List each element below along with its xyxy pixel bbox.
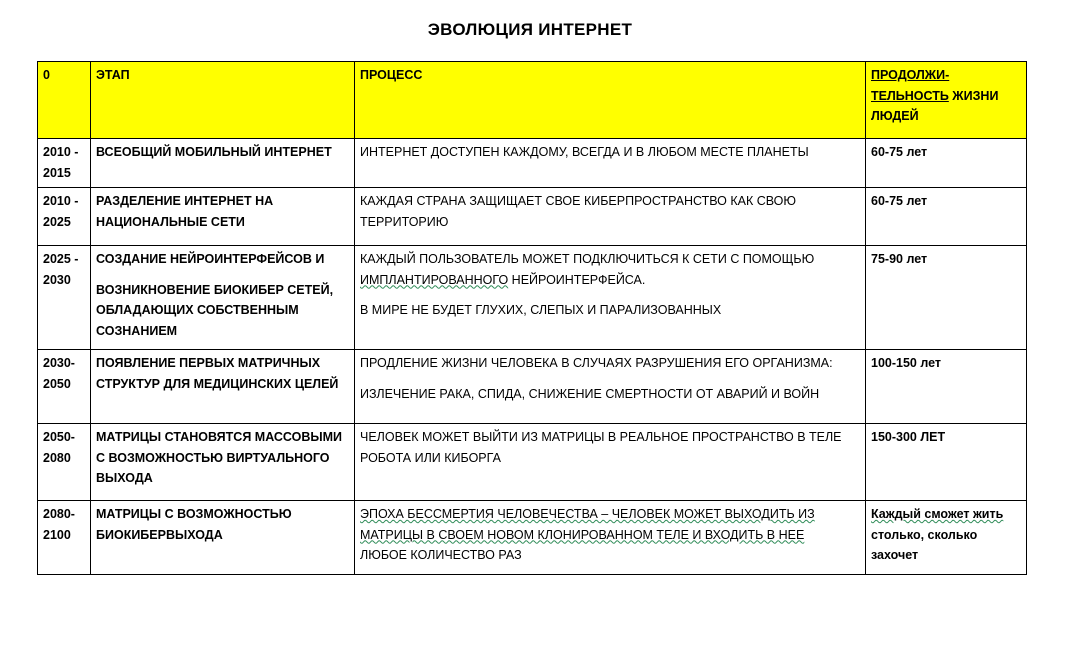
stage-line: СОЗДАНИЕ НЕЙРОИНТЕРФЕЙСОВ И xyxy=(96,252,325,266)
lifespan-cell xyxy=(866,246,1027,350)
lifespan-cell xyxy=(866,501,1027,575)
stage-cell xyxy=(91,501,355,575)
period-cell xyxy=(38,501,91,575)
spellcheck-word: ИМПЛАНТИРОВАННОГО xyxy=(360,272,509,287)
process-cell xyxy=(355,350,866,424)
process-line: ИНТЕРНЕТ ДОСТУПЕН КАЖДОМУ, ВСЕГДА И В ЛЮБОМ МЕСТЕ ПЛАНЕТЫ xyxy=(360,145,809,159)
period-line: 2010 - xyxy=(43,145,79,159)
stage-line: С ВОЗМОЖНОСТЬЮ ВИРТУАЛЬНОГО xyxy=(96,450,330,465)
stage-line: СОЗНАНИЕМ xyxy=(96,323,178,338)
stage-cell xyxy=(91,188,355,246)
stage-line: МАТРИЦЫ СТАНОВЯТСЯ МАССОВЫМИ xyxy=(96,430,343,444)
process-line: ТЕРРИТОРИЮ xyxy=(360,214,449,229)
header-lifespan-line2 xyxy=(871,86,1021,107)
lifespan-line: 150-300 ЛЕТ xyxy=(871,430,946,444)
process-line: ЛЮБОЕ КОЛИЧЕСТВО РАЗ xyxy=(360,548,522,562)
lifespan-cell xyxy=(866,350,1027,424)
process-line: КАЖДЫЙ ПОЛЬЗОВАТЕЛЬ МОЖЕТ ПОДКЛЮЧИТЬСЯ К СЕТИ С ПОМОЩЬЮ xyxy=(360,252,815,266)
period-line: 2025 xyxy=(43,214,71,229)
period-cell xyxy=(38,246,91,350)
table-row xyxy=(38,246,1027,350)
process-line: ЭПОХА БЕССМЕРТИЯ ЧЕЛОВЕЧЕСТВА – ЧЕЛОВЕК МОЖЕТ ВЫХОДИТЬ ИЗ xyxy=(360,507,815,521)
period-cell xyxy=(38,139,91,188)
stage-cell xyxy=(91,139,355,188)
table-row xyxy=(38,139,1027,188)
stage-line: ОБЛАДАЮЩИХ СОБСТВЕННЫМ xyxy=(96,303,299,317)
header-lifespan-line2a: ТЕЛЬНОСТЬ xyxy=(871,88,949,103)
stage-line: НАЦИОНАЛЬНЫЕ СЕТИ xyxy=(96,214,245,229)
process-cell xyxy=(355,188,866,246)
period-line: 2050 xyxy=(43,376,71,391)
period-cell xyxy=(38,350,91,424)
lifespan-line: 60-75 лет xyxy=(871,194,928,208)
stage-line: ВОЗНИКНОВЕНИЕ БИОКИБЕР СЕТЕЙ, xyxy=(96,282,334,297)
period-line: 2100 xyxy=(43,527,71,542)
period-line: 2025 - xyxy=(43,252,79,266)
process-text: НЕЙРОИНТЕРФЕЙСА. xyxy=(508,272,646,287)
header-lifespan xyxy=(866,62,1027,139)
process-cell xyxy=(355,501,866,575)
period-cell xyxy=(38,424,91,501)
process-line: В МИРЕ НЕ БУДЕТ ГЛУХИХ, СЛЕПЫХ И ПАРАЛИЗОВАННЫХ xyxy=(360,303,722,317)
header-lifespan-line2b: ЖИЗНИ xyxy=(948,88,999,103)
process-line: ИЗЛЕЧЕНИЕ РАКА, СПИДА, СНИЖЕНИЕ СМЕРТНОСТИ ОТ АВАРИЙ И ВОЙН xyxy=(360,386,820,401)
stage-line: ПОЯВЛЕНИЕ ПЕРВЫХ МАТРИЧНЫХ xyxy=(96,356,321,370)
lifespan-cell xyxy=(866,188,1027,246)
stage-line: ВЫХОДА xyxy=(96,471,153,485)
table-row xyxy=(38,188,1027,246)
page-title: ЭВОЛЮЦИЯ ИНТЕРНЕТ xyxy=(427,20,633,39)
stage-line: РАЗДЕЛЕНИЕ ИНТЕРНЕТ НА xyxy=(96,194,274,208)
lifespan-line: 75-90 лет xyxy=(871,252,928,266)
lifespan-line: 100-150 лет xyxy=(871,356,942,370)
lifespan-cell xyxy=(866,424,1027,501)
period-line: 2015 xyxy=(43,165,71,180)
header-process: ПРОЦЕСС xyxy=(355,62,866,139)
process-line: ЧЕЛОВЕК МОЖЕТ ВЫЙТИ ИЗ МАТРИЦЫ В РЕАЛЬНОЕ ПРОСТРАНСТВО В ТЕЛЕ xyxy=(360,430,842,444)
lifespan-line: столько, сколько xyxy=(871,527,978,542)
period-line: 2010 - xyxy=(43,194,79,208)
lifespan-line: 60-75 лет xyxy=(871,145,928,159)
stage-cell xyxy=(91,246,355,350)
header-row xyxy=(38,62,1027,139)
header-lifespan-line3: ЛЮДЕЙ xyxy=(871,109,919,123)
header-stage: ЭТАП xyxy=(91,62,355,139)
header-col0: 0 xyxy=(38,62,91,139)
process-line xyxy=(360,270,860,291)
period-line: 2030- xyxy=(43,356,75,370)
stage-cell xyxy=(91,350,355,424)
stage-line: СТРУКТУР ДЛЯ МЕДИЦИНСКИХ ЦЕЛЕЙ xyxy=(96,376,339,391)
process-line: МАТРИЦЫ В СВОЕМ НОВОМ КЛОНИРОВАННОМ ТЕЛЕ И ВХОДИТЬ В НЕЕ xyxy=(360,527,805,542)
period-line: 2080- xyxy=(43,507,75,521)
lifespan-line: захочет xyxy=(871,548,919,562)
process-line: РОБОТА ИЛИ КИБОРГА xyxy=(360,450,501,465)
period-line: 2080 xyxy=(43,450,71,465)
period-line: 2030 xyxy=(43,272,71,287)
stage-line: БИОКИБЕРВЫХОДА xyxy=(96,527,223,542)
lifespan-cell xyxy=(866,139,1027,188)
process-cell xyxy=(355,139,866,188)
period-cell xyxy=(38,188,91,246)
evolution-table xyxy=(37,61,1027,575)
process-line: КАЖДАЯ СТРАНА ЗАЩИЩАЕТ СВОЕ КИБЕРПРОСТРАНСТВО КАК СВОЮ xyxy=(360,194,797,208)
table-row xyxy=(38,424,1027,501)
process-cell xyxy=(355,246,866,350)
table-row xyxy=(38,501,1027,575)
table-row xyxy=(38,350,1027,424)
stage-line: ВСЕОБЩИЙ МОБИЛЬНЫЙ ИНТЕРНЕТ xyxy=(96,145,332,159)
period-line: 2050- xyxy=(43,430,75,444)
process-line: ПРОДЛЕНИЕ ЖИЗНИ ЧЕЛОВЕКА В СЛУЧАЯХ РАЗРУШЕНИЯ ЕГО ОРГАНИЗМА: xyxy=(360,356,833,370)
stage-line: МАТРИЦЫ С ВОЗМОЖНОСТЬЮ xyxy=(96,507,292,521)
process-cell xyxy=(355,424,866,501)
header-lifespan-line1: ПРОДОЛЖИ- xyxy=(871,68,950,82)
lifespan-line: Каждый сможет жить xyxy=(871,507,1004,521)
stage-cell xyxy=(91,424,355,501)
